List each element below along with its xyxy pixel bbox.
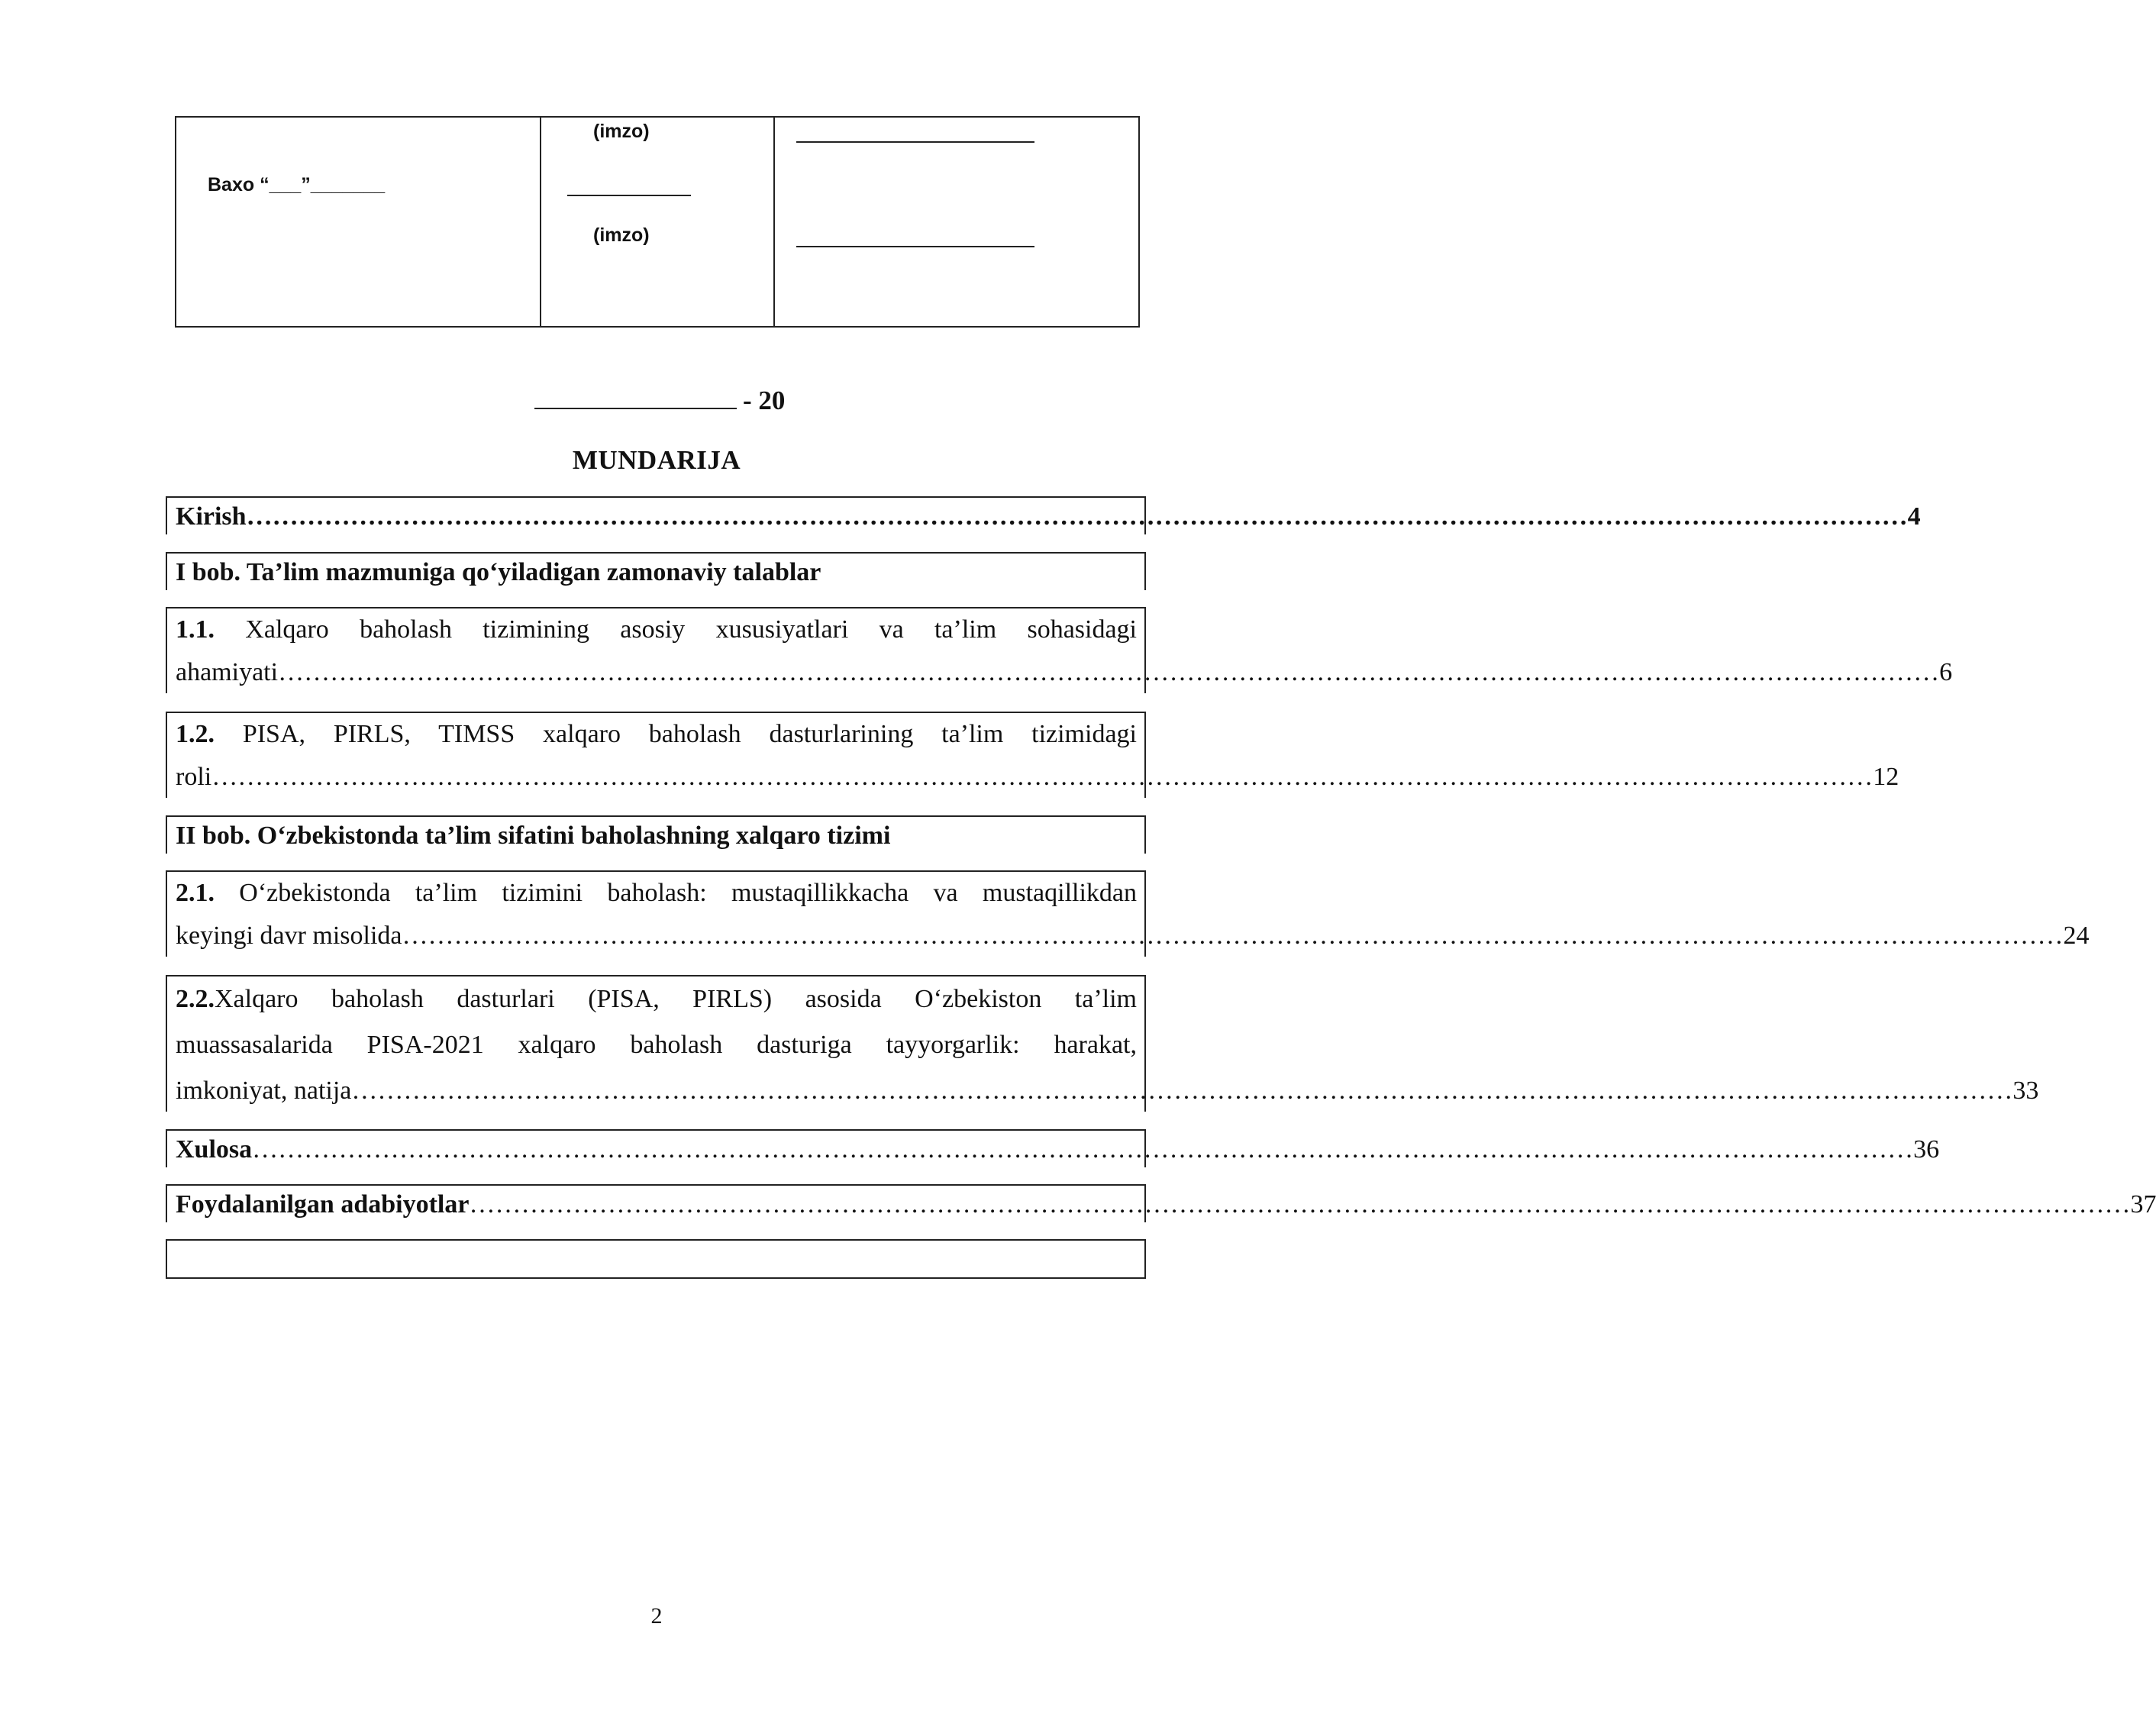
toc-entry-number: 2.1.: [176, 879, 215, 907]
toc-chapter-1: [166, 552, 1146, 590]
signature-cell: [541, 117, 774, 327]
signature-table: [175, 116, 1140, 328]
name-line-bottom: [796, 246, 1034, 247]
toc-entry-2-1: [166, 870, 2090, 957]
toc-entry-line2: muassasalarida PISA-2021 xalqaro baholash dasturiga tayyorgarlik: harakat,: [176, 1031, 1137, 1059]
toc-dots: …………………………………………………………………………………………………………………………………………………………………………: [469, 1190, 2131, 1219]
toc-page-number: 12: [1873, 763, 1899, 791]
toc-dots: …………………………………………………………………………………………………………………………………………………………………………: [211, 763, 1874, 791]
toc-entry-number: 1.1.: [176, 615, 215, 644]
toc-entry-line2: ahamiyati: [176, 658, 279, 686]
toc-page-number: 33: [2012, 1077, 2039, 1105]
grade-cell: [176, 117, 541, 327]
toc-entry-2-2: [166, 975, 2039, 1112]
year-line: [534, 386, 785, 416]
toc-title: MUNDARIJA: [572, 445, 741, 475]
toc-page-number: 36: [1913, 1135, 1940, 1164]
toc-page-number: 37: [2130, 1190, 2156, 1219]
signature-line: [567, 195, 691, 196]
toc-dots: …………………………………………………………………………………………………………………………………………………………………………: [351, 1077, 2013, 1105]
imzo-label-bottom: (imzo): [593, 224, 650, 246]
toc-entry-number: 1.2.: [176, 720, 215, 748]
toc-entry-number: 2.2.: [176, 985, 215, 1013]
name-line-top: [796, 141, 1034, 143]
toc-chapter-label: II bob. O‘zbekistonda ta’lim sifatini baholashning xalqaro tizimi: [176, 822, 891, 850]
toc-entry-xulosa: [166, 1129, 1940, 1167]
toc-entry-label: Kirish: [176, 502, 247, 531]
toc-dots: …………………………………………………………………………………………………………………………………………………………………………: [278, 658, 1940, 686]
name-cell: [774, 117, 1139, 327]
toc-entry-line1: PISA, PIRLS, TIMSS xalqaro baholash dasturlarining ta’lim tizimidagi: [242, 720, 1137, 748]
toc-page-number: 24: [2063, 922, 2090, 950]
toc-dots: …………………………………………………………………………………………………………………………………………………………………………: [246, 502, 1908, 531]
toc-entry-line1: Xalqaro baholash dasturlari (PISA, PIRLS) asosida O‘zbekiston ta’lim: [215, 985, 1137, 1013]
toc-dots: …………………………………………………………………………………………………………………………………………………………………………: [252, 1135, 1914, 1164]
year-blank: [534, 386, 737, 409]
toc-entry-line2: roli: [176, 763, 212, 791]
year-suffix: - 20: [743, 386, 786, 415]
grade-label: Baxo “___”_______: [208, 174, 386, 195]
toc-empty-box: [166, 1239, 1146, 1279]
toc-entry-line1: O‘zbekistonda ta’lim tizimini baholash: mustaqillikkacha va mustaqillikdan: [239, 879, 1138, 907]
toc-entry-line3: imkoniyat, natija: [176, 1077, 352, 1105]
toc-entry-1-2: [166, 712, 1899, 798]
toc-chapter-label: I bob. Ta’lim mazmuniga qo‘yiladigan zamonaviy talablar: [176, 558, 821, 586]
toc-entry-kirish: [166, 496, 1921, 534]
toc-page-number: 6: [1939, 658, 1953, 686]
toc-entry-line2: keyingi davr misolida: [176, 922, 402, 950]
toc-dots: …………………………………………………………………………………………………………………………………………………………………………: [402, 922, 2064, 950]
toc-entry-label: Foydalanilgan adabiyotlar: [176, 1190, 470, 1219]
toc-page-number: 4: [1907, 502, 1921, 531]
toc-entry-adabiyotlar: [166, 1184, 2156, 1222]
toc-entry-1-1: [166, 607, 1953, 693]
page-number: 2: [650, 1603, 663, 1629]
toc-entry-label: Xulosa: [176, 1135, 253, 1164]
toc-entry-line1: Xalqaro baholash tizimining asosiy xususiyatlari va ta’lim sohasidagi: [245, 615, 1138, 644]
imzo-label-top: (imzo): [593, 121, 650, 142]
toc-chapter-2: [166, 815, 1146, 854]
